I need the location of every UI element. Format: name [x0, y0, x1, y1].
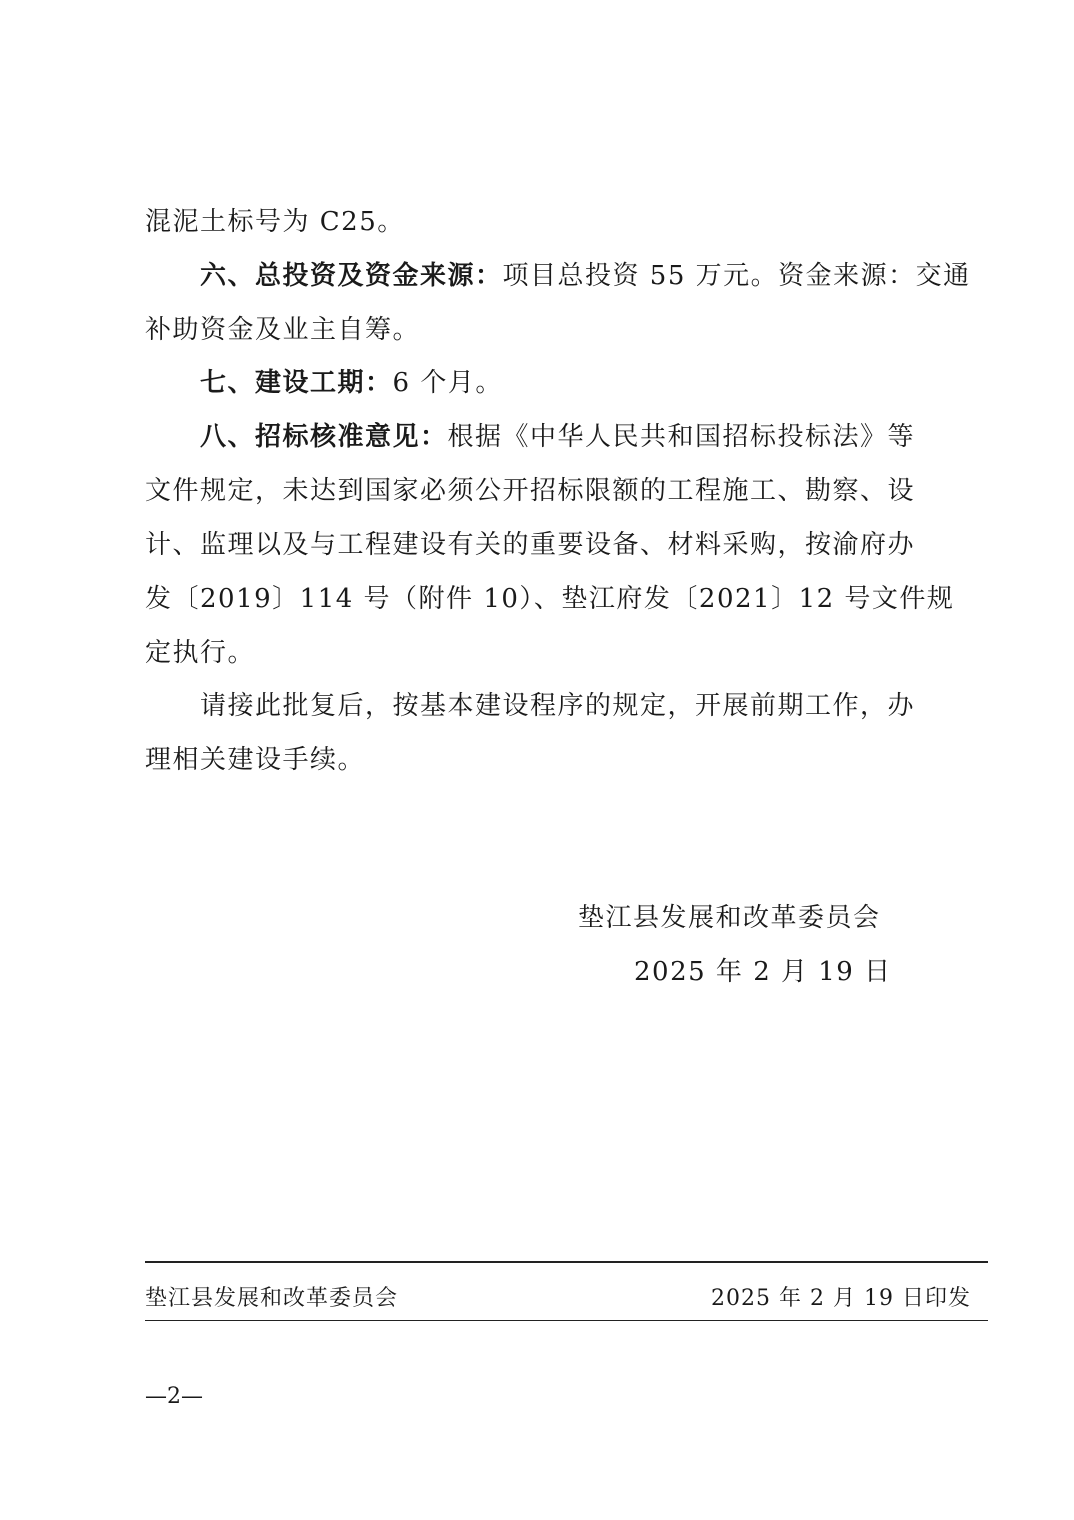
- section-heading-period: 七、建设工期：: [200, 368, 393, 398]
- period-paragraph: [200, 367, 503, 399]
- signature-date: 2025 年 2 月 19 日: [634, 957, 892, 987]
- bidding-paragraph: [200, 421, 915, 453]
- page-number: —2—: [145, 1384, 203, 1409]
- footer-top-rule: [145, 1261, 988, 1263]
- body-text-line: 发〔2019〕114 号（附件 10）、垫江府发〔2021〕12 号文件规: [145, 584, 955, 614]
- investment-paragraph: [200, 260, 971, 292]
- footer-bottom-rule: [145, 1320, 988, 1321]
- body-text: 根据《中华人民共和国招标投标法》等: [447, 422, 916, 452]
- body-text-line: 计、监理以及与工程建设有关的重要设备、材料采购，按渝府办: [145, 530, 916, 560]
- section-heading-bidding: 八、招标核准意见：: [200, 422, 448, 452]
- footer-issue-date: 2025 年 2 月 19 日印发: [711, 1286, 971, 1311]
- signature-organization: 垫江县发展和改革委员会: [578, 903, 881, 933]
- body-text-line: 补助资金及业主自筹。: [145, 315, 421, 345]
- footer-issuer: 垫江县发展和改革委员会: [145, 1286, 399, 1311]
- body-text-line: 理相关建设手续。: [145, 745, 366, 775]
- body-text-line: 混泥土标号为 C25。: [145, 207, 405, 237]
- body-text-line: 请接此批复后，按基本建设程序的规定，开展前期工作，办: [200, 691, 916, 721]
- section-heading-investment: 六、总投资及资金来源：: [200, 261, 503, 291]
- body-text: 项目总投资 55 万元。资金来源：交通: [502, 261, 971, 291]
- body-text-line: 定执行。: [145, 638, 256, 668]
- body-text-line: 文件规定，未达到国家必须公开招标限额的工程施工、勘察、设: [145, 476, 916, 506]
- body-text: 6 个月。: [392, 368, 503, 398]
